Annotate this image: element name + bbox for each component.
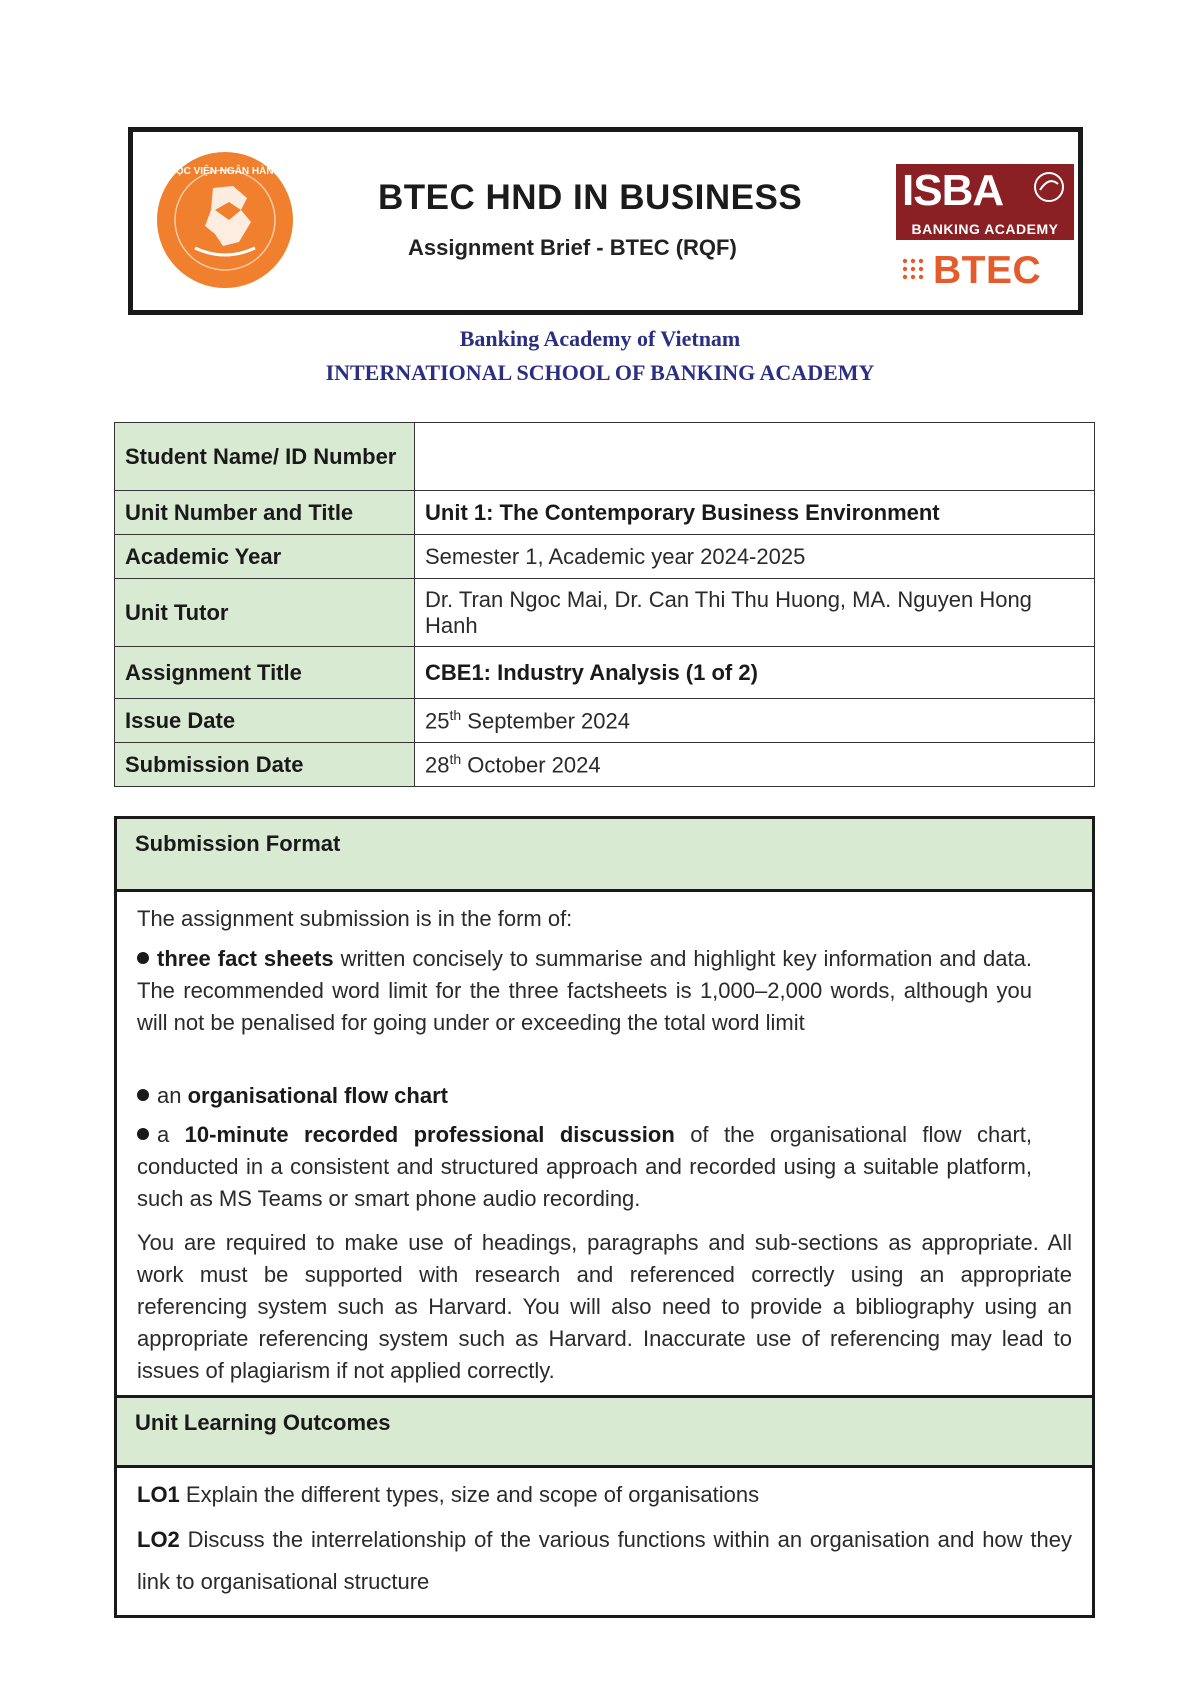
table-row [115, 423, 1095, 491]
table-row [115, 699, 1095, 743]
assignment-title-label: Assignment Title [115, 647, 415, 699]
year-value: Semester 1, Academic year 2024-2025 [415, 535, 1095, 579]
table-row [115, 491, 1095, 535]
submission-box [114, 816, 1095, 1618]
bullet-text: written concisely to summarise and highlight key information and data. The recommended word limit for the three factsheets is 1,000–2,000 words, although you will not be penalised for going under or exceeding the total word limit [137, 946, 1032, 1035]
isba-label: ISBA [902, 166, 1004, 215]
bullet-text: of the organisational flow chart, conducted in a consistent and structured approach and recorded using a suitable platform, such as MS Teams or smart phone audio recording. [137, 1122, 1032, 1211]
table-row [115, 743, 1095, 787]
header-subtitle: Assignment Brief - BTEC (RQF) [408, 235, 737, 260]
institution-name: Banking Academy of Vietnam [459, 326, 741, 351]
submission-suffix: th [449, 750, 462, 767]
submission-date-label: Submission Date [115, 743, 415, 787]
isba-logo [896, 164, 1074, 240]
tutor-value: Dr. Tran Ngoc Mai, Dr. Can Thi Thu Huong, MA. Nguyen Hong Hanh [415, 579, 1095, 647]
submission-month-year: October 2024 [461, 752, 601, 778]
header-title: BTEC HND IN BUSINESS [378, 178, 803, 217]
bullet-flow-chart [137, 1080, 1032, 1112]
bullet-icon [137, 952, 149, 964]
issue-day: 25 [425, 708, 450, 734]
lo1-text: Explain the different types, size and scope of organisations [179, 1482, 760, 1507]
bullet-icon [137, 1128, 149, 1140]
bullet-bold: organisational flow chart [187, 1083, 448, 1108]
isba-emblem-icon [1032, 170, 1066, 204]
logo-text: HỌC VIỆN NGÂN HÀNG [168, 166, 282, 177]
year-label: Academic Year [115, 535, 415, 579]
submission-format-heading: Submission Format [117, 819, 1092, 892]
assignment-info-table [114, 422, 1095, 787]
tutor-label: Unit Tutor [115, 579, 415, 647]
lo2-text: Discuss the interrelationship of the various functions within an organisation and how they link to organisational structure [137, 1527, 1072, 1594]
issue-month-year: September 2024 [461, 708, 630, 734]
header-box [128, 127, 1083, 315]
isba-caption: BANKING ACADEMY [911, 221, 1059, 237]
unit-value: Unit 1: The Contemporary Business Environment [415, 491, 1095, 535]
bullet-fact-sheets [137, 943, 1032, 1039]
submission-intro: The assignment submission is in the form of: [137, 906, 573, 931]
bullet-icon [137, 1089, 149, 1101]
bullet-prefix: an [157, 1083, 188, 1108]
table-row [115, 579, 1095, 647]
issue-suffix: th [449, 706, 462, 723]
btec-dots-icon [899, 255, 931, 287]
banking-academy-logo [155, 150, 295, 290]
submission-paragraph: You are required to make use of headings, paragraphs and sub-sections as appropriate. All work must be supported with research and referenced correctly using an appropriate referencing system such as Harvard. You will also need to provide a bibliography using an appropriate referencing system such as Harvard. Inaccurate use of referencing may lead to issues of plagiarism if not applied correctly. [137, 1230, 1072, 1383]
bullet-bold: 10-minute recorded professional discussion [184, 1122, 675, 1147]
submission-day: 28 [425, 752, 450, 778]
student-label: Student Name/ ID Number [115, 423, 415, 491]
table-row [115, 647, 1095, 699]
lo1-code: LO1 [137, 1482, 180, 1507]
unit-label: Unit Number and Title [115, 491, 415, 535]
bullet-prefix: a [157, 1122, 185, 1147]
learning-outcome-1 [137, 1479, 1072, 1511]
table-row [115, 535, 1095, 579]
issue-date-label: Issue Date [115, 699, 415, 743]
submission-date-value [415, 743, 1095, 787]
bullet-bold: three fact sheets [157, 946, 334, 971]
learning-outcomes-heading: Unit Learning Outcomes [117, 1395, 1092, 1468]
student-value [415, 423, 1095, 491]
btec-label: BTEC [933, 249, 1042, 292]
assignment-title-value: CBE1: Industry Analysis (1 of 2) [415, 647, 1095, 699]
bullet-discussion [137, 1119, 1032, 1215]
lo2-code: LO2 [137, 1527, 180, 1552]
btec-logo [899, 249, 1079, 293]
issue-date-value [415, 699, 1095, 743]
learning-outcome-2 [137, 1519, 1072, 1603]
school-name: INTERNATIONAL SCHOOL OF BANKING ACADEMY [325, 360, 875, 385]
